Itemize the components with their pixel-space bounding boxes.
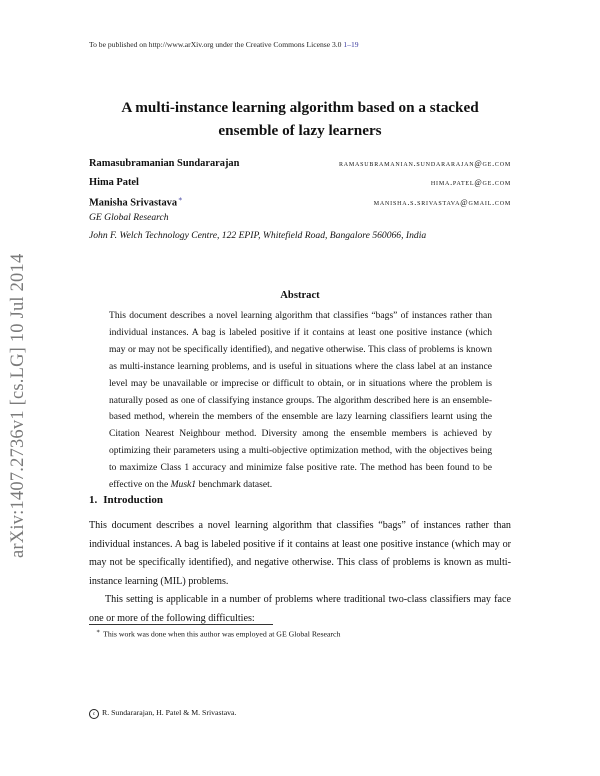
- abstract-heading: Abstract: [280, 290, 320, 301]
- copyright-notice: [89, 708, 236, 719]
- author-name: Hima Patel: [89, 177, 139, 188]
- arxiv-identifier-stamp: arXiv:1407.2736v1 [cs.LG] 10 Jul 2014: [8, 253, 28, 558]
- copyright-icon: c: [89, 709, 99, 719]
- publication-note: [89, 40, 359, 49]
- publication-note-text: To be published on http://www.arXiv.org under the Creative Commons License 3.0: [89, 40, 342, 49]
- body-paragraph: This document describes a novel learning algorithm that classifies “bags” of instances rather than individual instances. A bag is labeled positive if it contains at least one positive instance (which may or may not be specifically identified), and negative otherwise. This class of problems is known as multi-instance learning (MIL) problems.: [89, 520, 511, 587]
- author-email[interactable]: hima.patel@ge.com: [430, 178, 511, 187]
- author-row: [89, 177, 511, 188]
- author-name: Manisha Srivastava∗: [89, 195, 183, 209]
- page-range-link[interactable]: 1–19: [343, 40, 359, 49]
- footnote: [96, 628, 340, 639]
- affiliation-address: John F. Welch Technology Centre, 122 EPIP, Whitefield Road, Bangalore 560066, India: [89, 230, 427, 241]
- body-paragraph: This setting is applicable in a number of problems where traditional two-class classifiers may face one or more of the following difficulties:: [89, 594, 511, 624]
- author-row: [89, 195, 511, 208]
- paper-title: A multi-instance learning algorithm based on a stacked ensemble of lazy learners: [121, 99, 479, 139]
- copyright-text: R. Sundararajan, H. Patel & M. Srivastava.: [102, 708, 237, 717]
- author-name: Ramasubramanian Sundararajan: [89, 158, 240, 169]
- affiliation-org: GE Global Research: [89, 212, 169, 223]
- section-title: Introduction: [103, 494, 163, 506]
- author-email[interactable]: manisha.s.srivastava@gmail.com: [373, 198, 511, 208]
- abstract-body: This document describes a novel learning algorithm that classifies “bags” of instances rather than individual instances. A bag is labeled positive if it contains at least one positive instance (which may or may not be specifically identified), and negative otherwise. This class of problems is known as multi-instance learning problems, and is useful in situations where the class label at an instance level may be unavailable or imprecise or difficult to obtain, or in situations where the problem is naturally posed as one of classifying instance groups. The algorithm described here is an ensemble-based method, wherein the members of the ensemble are lazy learning classifiers learnt using the Citation Nearest Neighbour method. Diversity among the ensemble members is achieved by optimizing their parameters using a multi-objective optimization method, with the objectives being to maximize Class 1 accuracy and minimize false positive rate. The method has been found to be effective on the Musk1 benchmark dataset.: [109, 310, 492, 491]
- footnote-marker-link[interactable]: ∗: [178, 195, 183, 203]
- footnote-divider: [89, 624, 273, 625]
- footnote-text: This work was done when this author was employed at GE Global Research: [103, 629, 341, 639]
- author-row: [89, 158, 511, 169]
- author-email[interactable]: ramasubramanian.sundararajan@ge.com: [338, 159, 511, 168]
- footnote-marker: ∗: [96, 629, 101, 635]
- section-number: 1.: [89, 494, 98, 506]
- dataset-name: Musk1: [170, 479, 197, 491]
- section-heading: [89, 494, 163, 506]
